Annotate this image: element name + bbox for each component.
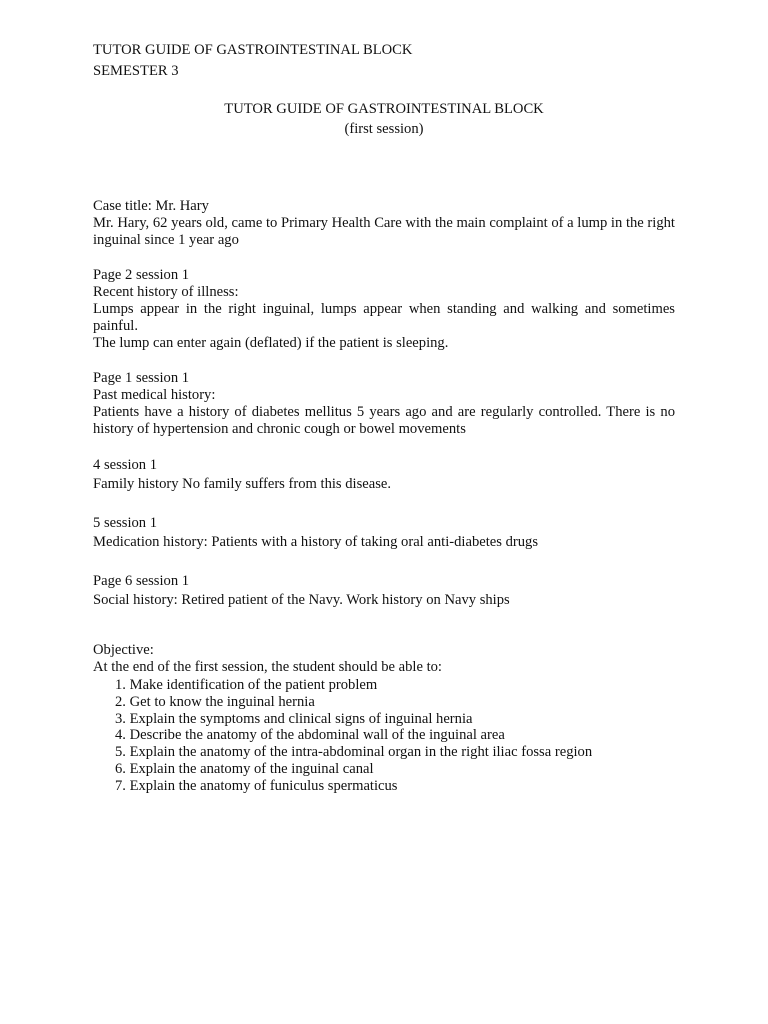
case-title: Case title: Mr. Hary (93, 198, 209, 214)
social-history-text: Social history: Retired patient of the Navy. Work history on Navy ships (93, 592, 510, 608)
case-description: Mr. Hary, 62 years old, came to Primary Health Care with the main complaint of a lump in the right inguinal since 1 year ago (93, 215, 675, 248)
medication-history-text: Medication history: Patients with a history of taking oral anti-diabetes drugs (93, 534, 539, 550)
header-semester: SEMESTER 3 (93, 63, 179, 79)
list-item: 2. Get to know the inguinal hernia (115, 693, 315, 710)
past-history-text: Patients have a history of diabetes mellitus 5 years ago and are regularly controlled. There is no history of hypertension and chronic cough or bowel movements (93, 404, 675, 437)
list-item: 5. Explain the anatomy of the intra-abdominal organ in the right iliac fossa region (115, 744, 593, 761)
recent-history-text-2: The lump can enter again (deflated) if the patient is sleeping. (93, 335, 449, 351)
recent-history-heading: Page 2 session 1 (93, 267, 190, 283)
social-history-heading: Page 6 session 1 (93, 573, 190, 589)
family-history-text: Family history No family suffers from this disease. (93, 476, 392, 492)
document-subtitle: (first session) (344, 121, 424, 137)
list-item: 7. Explain the anatomy of funiculus spermaticus (115, 777, 398, 794)
objective-list (115, 677, 592, 795)
list-item: 1. Make identification of the patient problem (115, 677, 378, 693)
recent-history-text: Lumps appear in the right inguinal, lumps appear when standing and walking and sometimes painful. (93, 301, 675, 334)
past-history-heading: Page 1 session 1 (93, 370, 190, 386)
recent-history-label: Recent history of illness: (93, 284, 239, 300)
header-title: TUTOR GUIDE OF GASTROINTESTINAL BLOCK (93, 42, 413, 58)
list-item: 3. Explain the symptoms and clinical signs of inguinal hernia (115, 710, 473, 727)
objective-heading: Objective: (93, 642, 154, 658)
list-item: 6. Explain the anatomy of the inguinal canal (115, 760, 374, 777)
objective-intro: At the end of the first session, the student should be able to: (93, 659, 442, 675)
document-title: TUTOR GUIDE OF GASTROINTESTINAL BLOCK (224, 101, 544, 117)
past-history-label: Past medical history: (93, 387, 216, 403)
list-item: 4. Describe the anatomy of the abdominal wall of the inguinal area (115, 727, 505, 744)
medication-history-heading: 5 session 1 (93, 515, 158, 531)
family-history-heading: 4 session 1 (93, 457, 158, 473)
